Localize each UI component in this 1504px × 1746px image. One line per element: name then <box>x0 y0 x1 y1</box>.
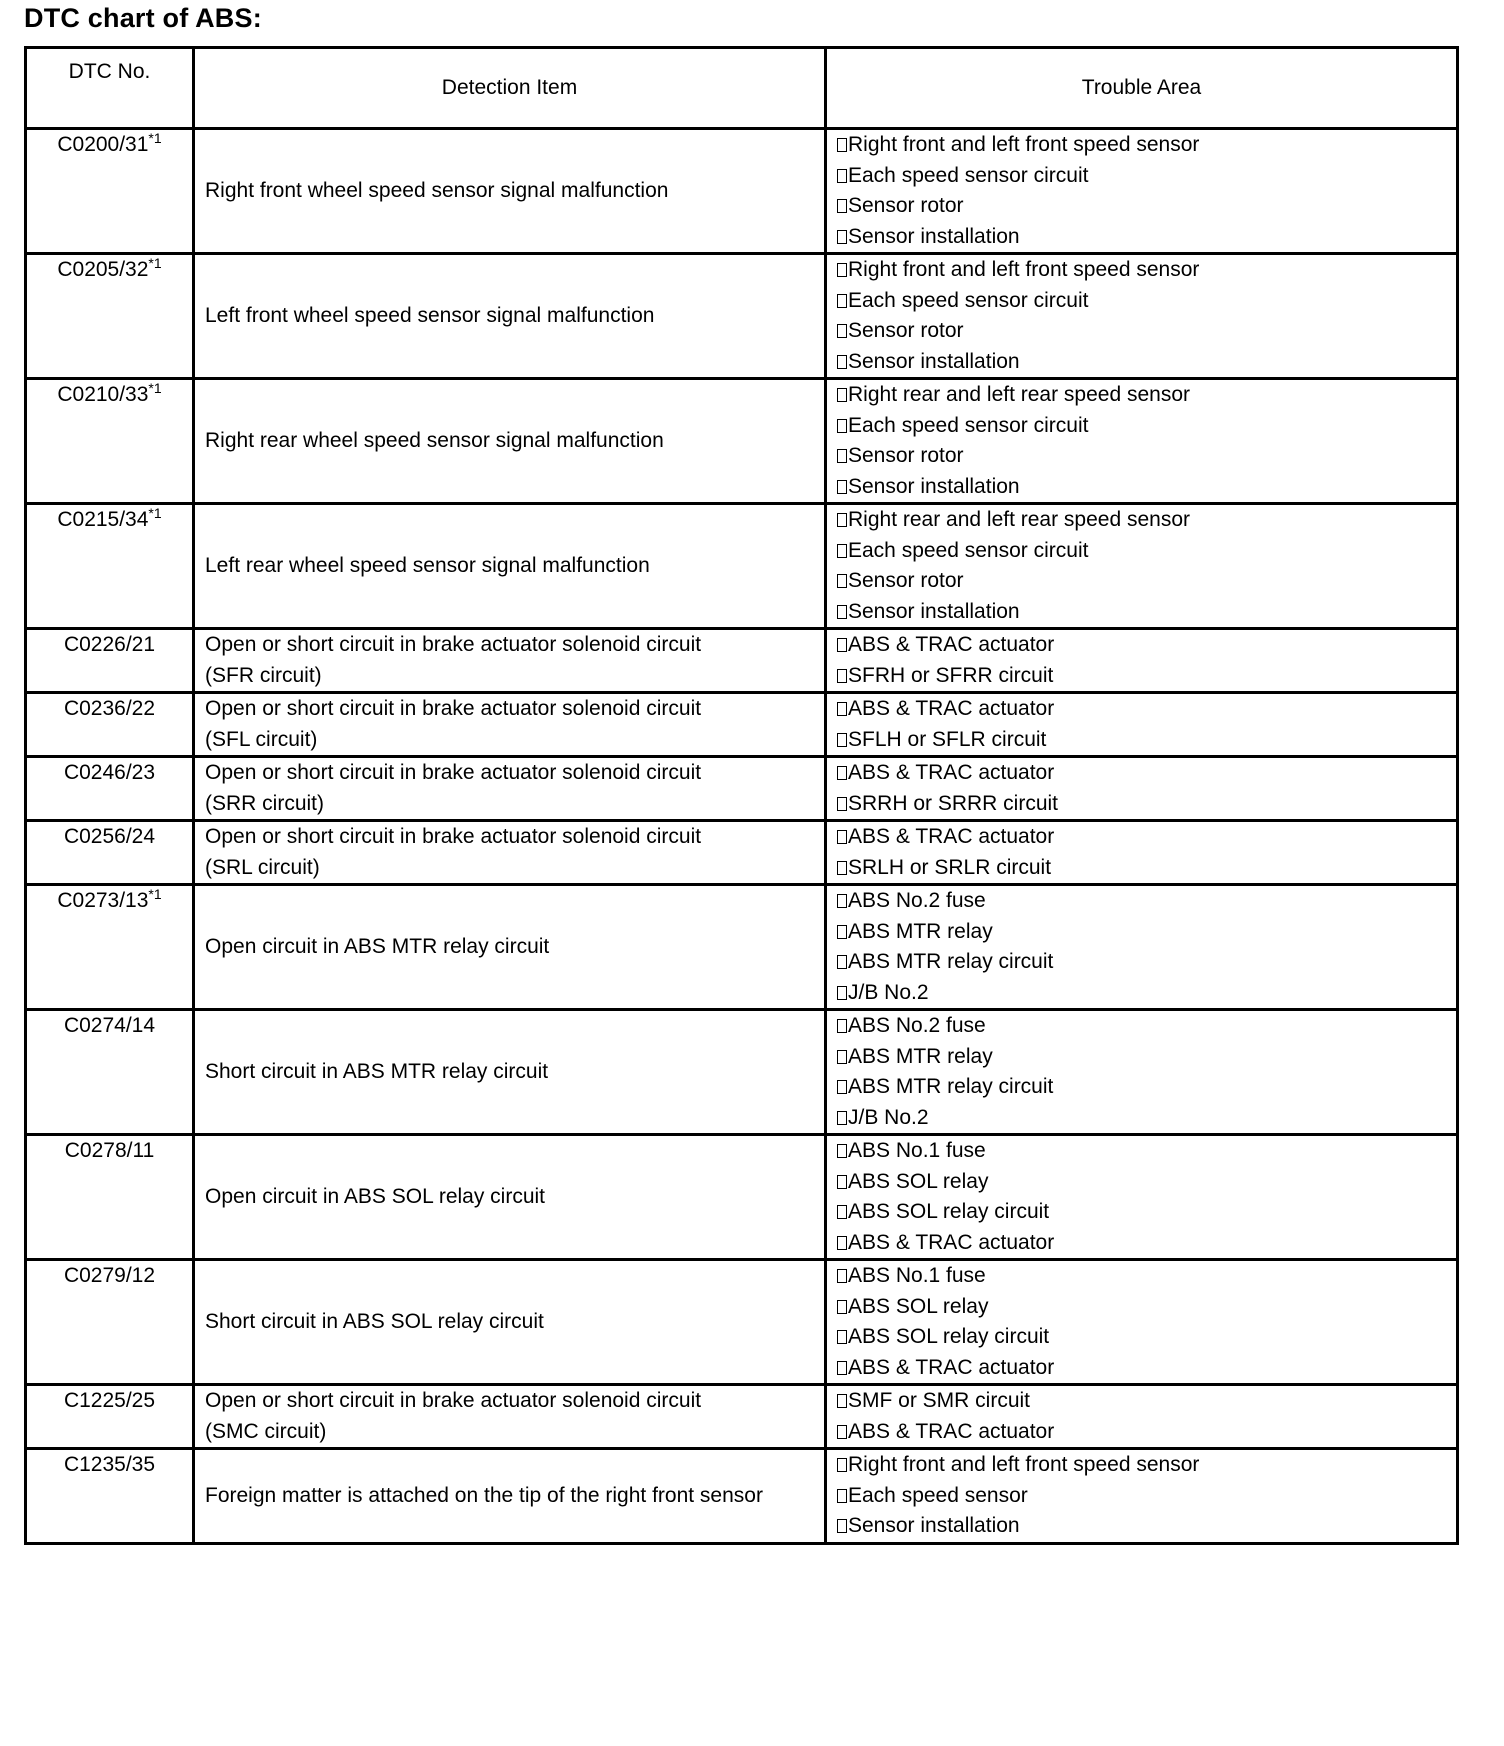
checkbox-bullet-icon <box>837 544 847 558</box>
detection-item-cell <box>194 1385 826 1449</box>
trouble-area-text: Right rear and left rear speed sensor <box>848 383 1191 406</box>
dtc-table <box>24 46 1459 1545</box>
trouble-area-cell <box>826 1449 1458 1544</box>
trouble-area-text: SMF or SMR circuit <box>848 1389 1031 1412</box>
trouble-area-cell <box>826 885 1458 1010</box>
detection-item-cell <box>194 885 826 1010</box>
trouble-area-cell <box>826 693 1458 757</box>
table-row <box>26 757 1458 821</box>
footnote-mark: *1 <box>148 505 162 521</box>
trouble-area-item <box>837 286 1446 317</box>
checkbox-bullet-icon <box>837 1269 847 1283</box>
table-row <box>26 129 1458 254</box>
dtc-code: C0246/23 <box>63 761 156 784</box>
trouble-area-item <box>837 822 1446 853</box>
detection-item-cell <box>194 1010 826 1135</box>
page-title: DTC chart of ABS: <box>24 3 262 33</box>
checkbox-bullet-icon <box>837 766 847 780</box>
trouble-area-text: ABS & TRAC actuator <box>848 1230 1055 1254</box>
table-header <box>26 48 1458 129</box>
dtc-number-cell <box>26 1260 194 1385</box>
dtc-number-cell <box>26 885 194 1010</box>
dtc-code: C0273/13 <box>57 889 149 912</box>
footnote-mark: *1 <box>148 380 162 396</box>
detection-item-text: (SRR circuit) <box>205 791 324 815</box>
detection-item-text: Left front wheel speed sensor signal malfunction <box>205 303 655 327</box>
trouble-area-item <box>837 1261 1446 1292</box>
detection-item-cell <box>194 693 826 757</box>
trouble-area-cell <box>826 254 1458 379</box>
dtc-number-cell <box>26 379 194 504</box>
dtc-code: C0226/21 <box>63 633 156 656</box>
trouble-area-cell <box>826 757 1458 821</box>
trouble-area-cell <box>826 379 1458 504</box>
trouble-area-item <box>837 505 1446 536</box>
table-row <box>26 1260 1458 1385</box>
trouble-area-text: Sensor installation <box>848 599 1020 623</box>
trouble-area-text: ABS No.1 fuse <box>848 1139 986 1162</box>
detection-item-text: Short circuit in ABS SOL relay circuit <box>205 1309 544 1333</box>
checkbox-bullet-icon <box>837 263 847 277</box>
dtc-number-cell <box>26 129 194 254</box>
trouble-area-text: ABS SOL relay circuit <box>848 1325 1050 1348</box>
detection-item-cell <box>194 629 826 693</box>
detection-item-text: Open or short circuit in brake actuator solenoid circuit <box>205 633 702 656</box>
trouble-area-item <box>837 255 1446 286</box>
trouble-area-text: ABS SOL relay <box>848 1294 989 1318</box>
checkbox-bullet-icon <box>837 702 847 716</box>
trouble-area-item <box>837 1511 1446 1542</box>
trouble-area-text: Sensor installation <box>848 1514 1020 1537</box>
detection-item-text: Left rear wheel speed sensor signal malfunction <box>205 553 650 577</box>
checkbox-bullet-icon <box>837 449 847 463</box>
trouble-area-item <box>837 1417 1446 1448</box>
trouble-area-cell <box>826 1135 1458 1260</box>
trouble-area-text: Each speed sensor circuit <box>848 288 1089 312</box>
trouble-area-text: ABS & TRAC actuator <box>848 1355 1055 1379</box>
checkbox-bullet-icon <box>837 1394 847 1408</box>
dtc-number-cell <box>26 757 194 821</box>
trouble-area-cell <box>826 129 1458 254</box>
trouble-area-item <box>837 1042 1446 1073</box>
checkbox-bullet-icon <box>837 1361 847 1375</box>
trouble-area-item <box>837 1167 1446 1198</box>
trouble-area-item <box>837 441 1446 472</box>
trouble-area-item <box>837 1072 1446 1103</box>
detection-item-text: Foreign matter is attached on the tip of the right front sensor <box>205 1483 763 1507</box>
header-dtc-no: DTC No. <box>26 48 194 129</box>
detection-item-text: Open circuit in ABS SOL relay circuit <box>205 1184 546 1208</box>
trouble-area-text: ABS & TRAC actuator <box>848 633 1055 656</box>
table-row <box>26 1385 1458 1449</box>
table-row <box>26 1449 1458 1544</box>
checkbox-bullet-icon <box>837 605 847 619</box>
trouble-area-cell <box>826 629 1458 693</box>
checkbox-bullet-icon <box>837 830 847 844</box>
checkbox-bullet-icon <box>837 1519 847 1533</box>
checkbox-bullet-icon <box>837 480 847 494</box>
trouble-area-item <box>837 1011 1446 1042</box>
checkbox-bullet-icon <box>837 925 847 939</box>
checkbox-bullet-icon <box>837 355 847 369</box>
detection-item-text: Open or short circuit in brake actuator solenoid circuit <box>205 825 702 848</box>
checkbox-bullet-icon <box>837 986 847 1000</box>
table-row <box>26 504 1458 629</box>
checkbox-bullet-icon <box>837 1080 847 1094</box>
checkbox-bullet-icon <box>837 894 847 908</box>
trouble-area-item <box>837 1450 1446 1481</box>
trouble-area-cell <box>826 821 1458 885</box>
table-row <box>26 693 1458 757</box>
dtc-code: C0215/34 <box>57 508 149 531</box>
checkbox-bullet-icon <box>837 1111 847 1125</box>
checkbox-bullet-icon <box>837 1236 847 1250</box>
checkbox-bullet-icon <box>837 955 847 969</box>
detection-item-text: (SMC circuit) <box>205 1419 327 1443</box>
trouble-area-item <box>837 758 1446 789</box>
checkbox-bullet-icon <box>837 294 847 308</box>
trouble-area-text: Sensor rotor <box>848 194 964 217</box>
detection-item-text: Open circuit in ABS MTR relay circuit <box>205 934 550 958</box>
trouble-area-item <box>837 947 1446 978</box>
trouble-area-item <box>837 694 1446 725</box>
trouble-area-item <box>837 978 1446 1009</box>
dtc-code: C0200/31 <box>57 133 149 156</box>
detection-item-text: (SFR circuit) <box>205 663 322 687</box>
trouble-area-item <box>837 1292 1446 1323</box>
table-row <box>26 1135 1458 1260</box>
checkbox-bullet-icon <box>837 669 847 683</box>
dtc-code: C0274/14 <box>63 1014 156 1037</box>
detection-item-cell <box>194 1135 826 1260</box>
detection-item-text: Open or short circuit in brake actuator solenoid circuit <box>205 1389 702 1412</box>
checkbox-bullet-icon <box>837 1175 847 1189</box>
detection-item-cell <box>194 379 826 504</box>
dtc-code: C1235/35 <box>63 1453 156 1476</box>
trouble-area-text: ABS & TRAC actuator <box>848 825 1055 848</box>
trouble-area-text: ABS SOL relay circuit <box>848 1200 1050 1223</box>
trouble-area-text: ABS & TRAC actuator <box>848 697 1055 720</box>
trouble-area-text: SFLH or SFLR circuit <box>848 727 1047 751</box>
checkbox-bullet-icon <box>837 1458 847 1472</box>
trouble-area-text: ABS MTR relay circuit <box>848 950 1054 973</box>
checkbox-bullet-icon <box>837 1050 847 1064</box>
dtc-number-cell <box>26 821 194 885</box>
trouble-area-item <box>837 1197 1446 1228</box>
trouble-area-item <box>837 886 1446 917</box>
detection-item-cell <box>194 129 826 254</box>
table-row <box>26 885 1458 1010</box>
trouble-area-item <box>837 1322 1446 1353</box>
dtc-code: C0210/33 <box>57 383 149 406</box>
trouble-area-text: Right front and left front speed sensor <box>848 258 1200 281</box>
trouble-area-item <box>837 661 1446 692</box>
trouble-area-text: ABS MTR relay circuit <box>848 1075 1054 1098</box>
trouble-area-item <box>837 536 1446 567</box>
trouble-area-item <box>837 316 1446 347</box>
trouble-area-text: SRRH or SRRR circuit <box>848 791 1059 815</box>
dtc-code: C1225/25 <box>63 1389 156 1412</box>
checkbox-bullet-icon <box>837 733 847 747</box>
trouble-area-item <box>837 1481 1446 1512</box>
trouble-area-text: Sensor rotor <box>848 319 964 342</box>
trouble-area-item <box>837 917 1446 948</box>
header-detection-item: Detection Item <box>194 48 826 129</box>
detection-item-cell <box>194 1260 826 1385</box>
detection-item-cell <box>194 504 826 629</box>
checkbox-bullet-icon <box>837 138 847 152</box>
detection-item-cell <box>194 757 826 821</box>
detection-item-cell <box>194 254 826 379</box>
dtc-code: C0278/11 <box>64 1139 155 1162</box>
checkbox-bullet-icon <box>837 1300 847 1314</box>
trouble-area-text: Each speed sensor <box>848 1483 1028 1507</box>
trouble-area-cell <box>826 1385 1458 1449</box>
trouble-area-item <box>837 161 1446 192</box>
checkbox-bullet-icon <box>837 1330 847 1344</box>
trouble-area-text: ABS MTR relay <box>848 919 993 943</box>
trouble-area-text: ABS No.2 fuse <box>848 1014 986 1037</box>
trouble-area-text: SRLH or SRLR circuit <box>848 855 1052 879</box>
table-row <box>26 379 1458 504</box>
table-body <box>26 129 1458 1544</box>
trouble-area-text: Right rear and left rear speed sensor <box>848 508 1191 531</box>
checkbox-bullet-icon <box>837 638 847 652</box>
trouble-area-item <box>837 347 1446 378</box>
checkbox-bullet-icon <box>837 1144 847 1158</box>
detection-item-text: Right front wheel speed sensor signal malfunction <box>205 178 669 202</box>
dtc-number-cell <box>26 1135 194 1260</box>
dtc-number-cell <box>26 1449 194 1544</box>
trouble-area-text: J/B No.2 <box>848 980 929 1004</box>
trouble-area-item <box>837 380 1446 411</box>
detection-item-text: Short circuit in ABS MTR relay circuit <box>205 1059 549 1083</box>
trouble-area-text: Sensor rotor <box>848 569 964 592</box>
header-trouble-area: Trouble Area <box>826 48 1458 129</box>
dtc-number-cell <box>26 1010 194 1135</box>
header-row <box>26 48 1458 129</box>
footnote-mark: *1 <box>148 130 162 146</box>
trouble-area-item <box>837 222 1446 253</box>
trouble-area-text: ABS & TRAC actuator <box>848 1419 1055 1443</box>
trouble-area-item <box>837 725 1446 756</box>
detection-item-cell <box>194 1449 826 1544</box>
trouble-area-item <box>837 1136 1446 1167</box>
detection-item-text: Open or short circuit in brake actuator solenoid circuit <box>205 761 702 784</box>
trouble-area-text: ABS & TRAC actuator <box>848 761 1055 784</box>
detection-item-text: Right rear wheel speed sensor signal malfunction <box>205 428 664 452</box>
trouble-area-item <box>837 1228 1446 1259</box>
trouble-area-text: ABS No.1 fuse <box>848 1264 986 1287</box>
trouble-area-text: Sensor installation <box>848 474 1020 498</box>
dtc-number-cell <box>26 693 194 757</box>
trouble-area-item <box>837 597 1446 628</box>
dtc-number-cell <box>26 254 194 379</box>
checkbox-bullet-icon <box>837 1019 847 1033</box>
checkbox-bullet-icon <box>837 169 847 183</box>
checkbox-bullet-icon <box>837 324 847 338</box>
checkbox-bullet-icon <box>837 513 847 527</box>
trouble-area-item <box>837 1103 1446 1134</box>
trouble-area-text: Sensor installation <box>848 224 1020 248</box>
trouble-area-text: Sensor installation <box>848 349 1020 373</box>
trouble-area-cell <box>826 1260 1458 1385</box>
trouble-area-text: Each speed sensor circuit <box>848 538 1089 562</box>
trouble-area-text: Right front and left front speed sensor <box>848 1453 1200 1476</box>
trouble-area-text: J/B No.2 <box>848 1105 929 1129</box>
trouble-area-item <box>837 789 1446 820</box>
trouble-area-text: ABS No.2 fuse <box>848 889 986 912</box>
table-row <box>26 821 1458 885</box>
checkbox-bullet-icon <box>837 1425 847 1439</box>
trouble-area-text: SFRH or SFRR circuit <box>848 663 1054 687</box>
checkbox-bullet-icon <box>837 861 847 875</box>
detection-item-text: (SFL circuit) <box>205 727 318 751</box>
trouble-area-cell <box>826 504 1458 629</box>
trouble-area-item <box>837 191 1446 222</box>
trouble-area-text: Right front and left front speed sensor <box>848 133 1200 156</box>
trouble-area-item <box>837 853 1446 884</box>
dtc-code: C0236/22 <box>63 697 156 720</box>
checkbox-bullet-icon <box>837 1205 847 1219</box>
checkbox-bullet-icon <box>837 797 847 811</box>
trouble-area-item <box>837 472 1446 503</box>
checkbox-bullet-icon <box>837 574 847 588</box>
checkbox-bullet-icon <box>837 388 847 402</box>
trouble-area-text: Sensor rotor <box>848 444 964 467</box>
trouble-area-item <box>837 630 1446 661</box>
dtc-code: C0279/12 <box>63 1264 156 1287</box>
checkbox-bullet-icon <box>837 199 847 213</box>
trouble-area-item <box>837 1353 1446 1384</box>
table-row <box>26 1010 1458 1135</box>
dtc-number-cell <box>26 1385 194 1449</box>
footnote-mark: *1 <box>148 886 162 902</box>
trouble-area-item <box>837 1386 1446 1417</box>
table-row <box>26 629 1458 693</box>
detection-item-text: (SRL circuit) <box>205 855 320 879</box>
trouble-area-item <box>837 566 1446 597</box>
dtc-number-cell <box>26 629 194 693</box>
trouble-area-text: Each speed sensor circuit <box>848 163 1089 187</box>
trouble-area-text: ABS SOL relay <box>848 1169 989 1193</box>
dtc-number-cell <box>26 504 194 629</box>
footnote-mark: *1 <box>148 255 162 271</box>
detection-item-cell <box>194 821 826 885</box>
dtc-code: C0256/24 <box>63 825 156 848</box>
trouble-area-item <box>837 130 1446 161</box>
checkbox-bullet-icon <box>837 419 847 433</box>
checkbox-bullet-icon <box>837 230 847 244</box>
trouble-area-item <box>837 411 1446 442</box>
detection-item-text: Open or short circuit in brake actuator solenoid circuit <box>205 697 702 720</box>
trouble-area-text: ABS MTR relay <box>848 1044 993 1068</box>
trouble-area-text: Each speed sensor circuit <box>848 413 1089 437</box>
checkbox-bullet-icon <box>837 1489 847 1503</box>
dtc-code: C0205/32 <box>57 258 149 281</box>
trouble-area-cell <box>826 1010 1458 1135</box>
table-row <box>26 254 1458 379</box>
